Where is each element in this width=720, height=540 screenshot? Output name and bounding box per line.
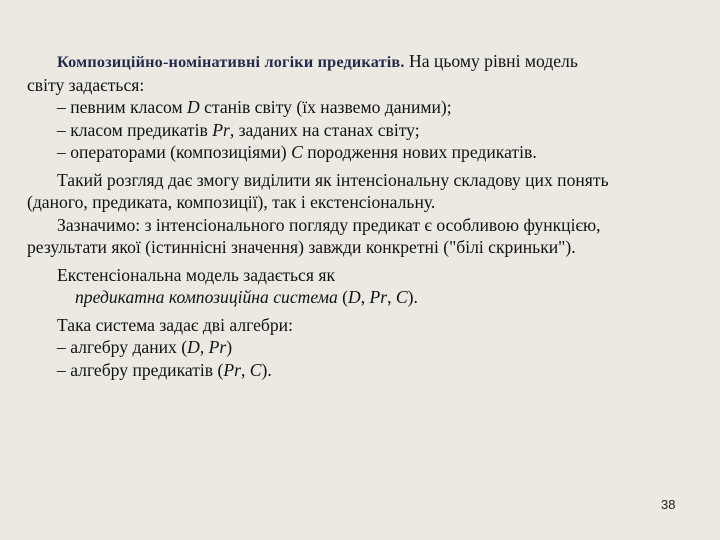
list-item-classes <box>27 96 697 119</box>
paragraph-4-line-2 <box>27 286 697 309</box>
section-heading: Композиційно-номінативні логіки предикатів. <box>57 53 405 71</box>
variable-d: D <box>348 287 361 307</box>
list-item-predicates <box>27 119 697 142</box>
list-item-text: – алгебру даних ( <box>57 337 188 357</box>
list-item-text: , заданих на станах світу; <box>229 119 420 140</box>
paragraph-1-line-2: світу задається: <box>27 74 145 95</box>
paragraph-3-line-2: результати якої (істиннісні значення) завжди конкретні ("білі скриньки"). <box>27 237 576 257</box>
paragraph-3-line-1: Зазначимо: з інтенсіонального погляду предикат є особливою функцією, <box>57 214 601 235</box>
variable-pr: Pr <box>369 287 388 307</box>
list-item-text: породження нових предикатів. <box>302 142 537 162</box>
punct: , <box>199 337 209 357</box>
paragraph-1-lead: На цьому рівні модель <box>404 51 578 71</box>
system-phrase: предикатна композиційна система <box>75 287 338 307</box>
variable-d: D <box>187 337 200 357</box>
paragraph-2-line-2: (даного, предиката, композиції), так і екстенсіональну. <box>27 192 436 212</box>
list-item-text: – алгебру предикатів ( <box>57 359 224 380</box>
paragraph-4-line-1: Екстенсіональна модель задається як <box>57 264 335 285</box>
punct: , <box>387 287 396 307</box>
variable-pr: Pr <box>223 359 241 380</box>
variable-pr: Pr <box>208 337 227 357</box>
variable-c: C <box>291 142 303 162</box>
paragraph-1-line-1 <box>27 50 697 74</box>
page-number: 38 <box>661 497 676 512</box>
variable-pr: Pr <box>212 119 230 140</box>
slide-content <box>27 50 697 381</box>
list-item-text: – класом предикатів <box>57 119 213 140</box>
paragraph-5-line-1: Така система задає дві алгебри: <box>57 314 293 335</box>
punct: , <box>360 287 370 307</box>
list-item-data-algebra <box>27 336 697 359</box>
list-item-text: станів світу (їх назвемо даними); <box>199 97 452 117</box>
list-item-compositions <box>27 141 697 164</box>
variable-c: C <box>395 287 408 307</box>
variable-d: D <box>187 97 200 117</box>
list-item-predicate-algebra <box>27 359 697 382</box>
paragraph-2-line-1: Такий розгляд дає змогу виділити як інтенсіональну складову цих понять <box>57 169 609 190</box>
list-item-text: – певним класом <box>57 97 188 117</box>
punct: ). <box>407 287 418 307</box>
punct: ). <box>261 359 272 380</box>
punct: , <box>240 359 250 380</box>
variable-c: C <box>249 359 262 380</box>
list-item-text: – операторами (композиціями) <box>57 142 292 162</box>
punct: ( <box>337 287 349 307</box>
punct: ) <box>226 337 233 357</box>
